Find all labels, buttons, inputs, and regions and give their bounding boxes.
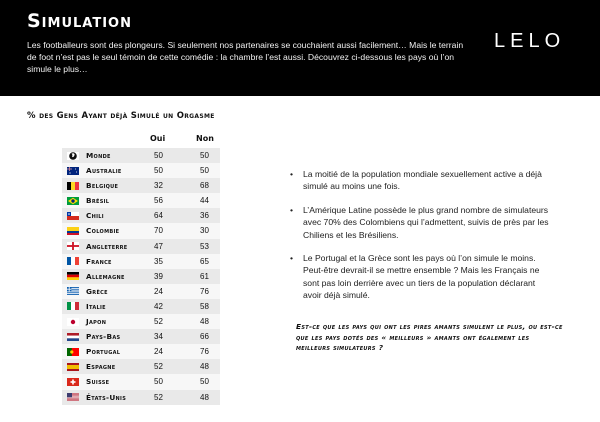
bullet-list	[290, 168, 552, 313]
non-value: 50	[200, 166, 209, 176]
table-row	[62, 359, 220, 374]
country-name: Belgique	[86, 181, 119, 191]
non-value: 65	[200, 256, 209, 266]
bullet-item: • La moitié de la population mondiale sexuellement active a déjà simulé au moins une fois.	[290, 168, 552, 193]
australia-flag-icon	[67, 167, 79, 175]
country-name: Portugal	[86, 347, 121, 357]
non-value: 48	[200, 392, 209, 402]
country-name: Chili	[86, 211, 104, 221]
non-value: 58	[200, 301, 209, 311]
oui-value: 52	[154, 362, 163, 372]
table-row	[62, 239, 220, 254]
oui-value: 47	[154, 241, 163, 251]
greece-flag-icon	[67, 287, 79, 295]
germany-flag-icon	[67, 272, 79, 280]
oui-value: 52	[154, 392, 163, 402]
table-row	[62, 390, 220, 405]
colombia-flag-icon	[67, 227, 79, 235]
table-row	[62, 284, 220, 299]
page-title: Simulation	[27, 10, 132, 32]
oui-value: 50	[154, 377, 163, 387]
chile-flag-icon	[67, 212, 79, 220]
table-row	[62, 254, 220, 269]
oui-value: 70	[154, 226, 163, 236]
non-value: 76	[200, 286, 209, 296]
table-body	[62, 148, 220, 405]
non-value: 30	[200, 226, 209, 236]
header-banner	[0, 0, 600, 96]
non-value: 53	[200, 241, 209, 251]
japan-flag-icon	[67, 318, 79, 326]
oui-value: 42	[154, 301, 163, 311]
non-value: 50	[200, 377, 209, 387]
oui-value: 52	[154, 317, 163, 327]
table-row	[62, 178, 220, 193]
table-row	[62, 208, 220, 223]
table-row	[62, 374, 220, 389]
section-title: % des Gens Ayant déjà Simulé un Orgasme	[27, 111, 215, 121]
non-value: 61	[200, 271, 209, 281]
oui-value: 34	[154, 332, 163, 342]
table-row	[62, 269, 220, 284]
oui-value: 32	[154, 181, 163, 191]
non-value: 76	[200, 347, 209, 357]
closing-question: Est-ce que les pays qui ont les pires amants simulent le plus, ou est-ce que les pays dotés des « meilleurs » amants ont également les meilleurs simulateurs ?	[296, 322, 563, 353]
oui-value: 24	[154, 286, 163, 296]
country-name: Allemagne	[86, 271, 125, 281]
country-name: Italie	[86, 301, 106, 311]
table-row	[62, 344, 220, 359]
country-name: Suisse	[86, 377, 110, 387]
country-name: États-Unis	[86, 392, 127, 402]
oui-value: 56	[154, 196, 163, 206]
non-value: 68	[200, 181, 209, 191]
bullet-item: • L’Amérique Latine possède le plus grand nombre de simulateurs avec 70% des Colombiens qui l’admettent, suivis de près par les Chiliens et les Brésiliens.	[290, 204, 552, 241]
oui-value: 24	[154, 347, 163, 357]
portugal-flag-icon	[67, 348, 79, 356]
non-value: 48	[200, 362, 209, 372]
non-value: 50	[200, 151, 209, 160]
country-name: Japon	[86, 317, 107, 327]
table-row	[62, 329, 220, 344]
table-row	[62, 223, 220, 238]
country-name: Colombie	[86, 226, 120, 236]
table-row	[62, 148, 220, 163]
table-row	[62, 163, 220, 178]
country-name: Espagne	[86, 362, 116, 372]
globe-flag-icon	[67, 152, 79, 160]
country-name: Grèce	[86, 286, 108, 296]
non-value: 36	[200, 211, 209, 221]
oui-value: 39	[154, 271, 163, 281]
country-name: Brésil	[86, 196, 110, 206]
non-value: 44	[200, 196, 209, 206]
italy-flag-icon	[67, 302, 79, 310]
non-value: 66	[200, 332, 209, 342]
belgium-flag-icon	[67, 182, 79, 190]
column-header-oui: Oui	[150, 134, 166, 143]
usa-flag-icon	[67, 393, 79, 401]
non-value: 48	[200, 317, 209, 327]
country-name: France	[86, 256, 112, 266]
oui-value: 64	[154, 211, 163, 221]
country-name: Australie	[86, 166, 122, 176]
france-flag-icon	[67, 257, 79, 265]
brand-logo: LELO	[494, 30, 566, 52]
intro-text: Les footballeurs sont des plongeurs. Si seulement nos partenaires se couchaient aussi facilement… Mais le terrain de foot n’est pas le seul témoin de cette comédie : la chambre l’est aussi. Découvrez ci-dessous les pays où l’on simule le plus…	[27, 40, 464, 75]
netherlands-flag-icon	[67, 333, 79, 341]
oui-value: 35	[154, 256, 163, 266]
brazil-flag-icon	[67, 197, 79, 205]
column-header-non: Non	[196, 134, 214, 143]
switzerland-flag-icon	[67, 378, 79, 386]
spain-flag-icon	[67, 363, 79, 371]
oui-value: 50	[154, 166, 163, 176]
oui-value: 50	[154, 151, 163, 160]
bullet-item: • Le Portugal et la Grèce sont les pays où l’on simule le moins. Peut-être devrait-il se mettre ensemble ? Mais les Français ne sont pas loin derrière avec un tiers de la population déclarant avoir déjà simulé.	[290, 252, 552, 302]
table-row	[62, 299, 220, 314]
table-row	[62, 314, 220, 329]
england-flag-icon	[67, 242, 79, 250]
table-row	[62, 193, 220, 208]
country-name: Pays-Bas	[86, 332, 121, 342]
country-name: Monde	[86, 151, 111, 160]
country-name: Angleterre	[86, 241, 128, 251]
